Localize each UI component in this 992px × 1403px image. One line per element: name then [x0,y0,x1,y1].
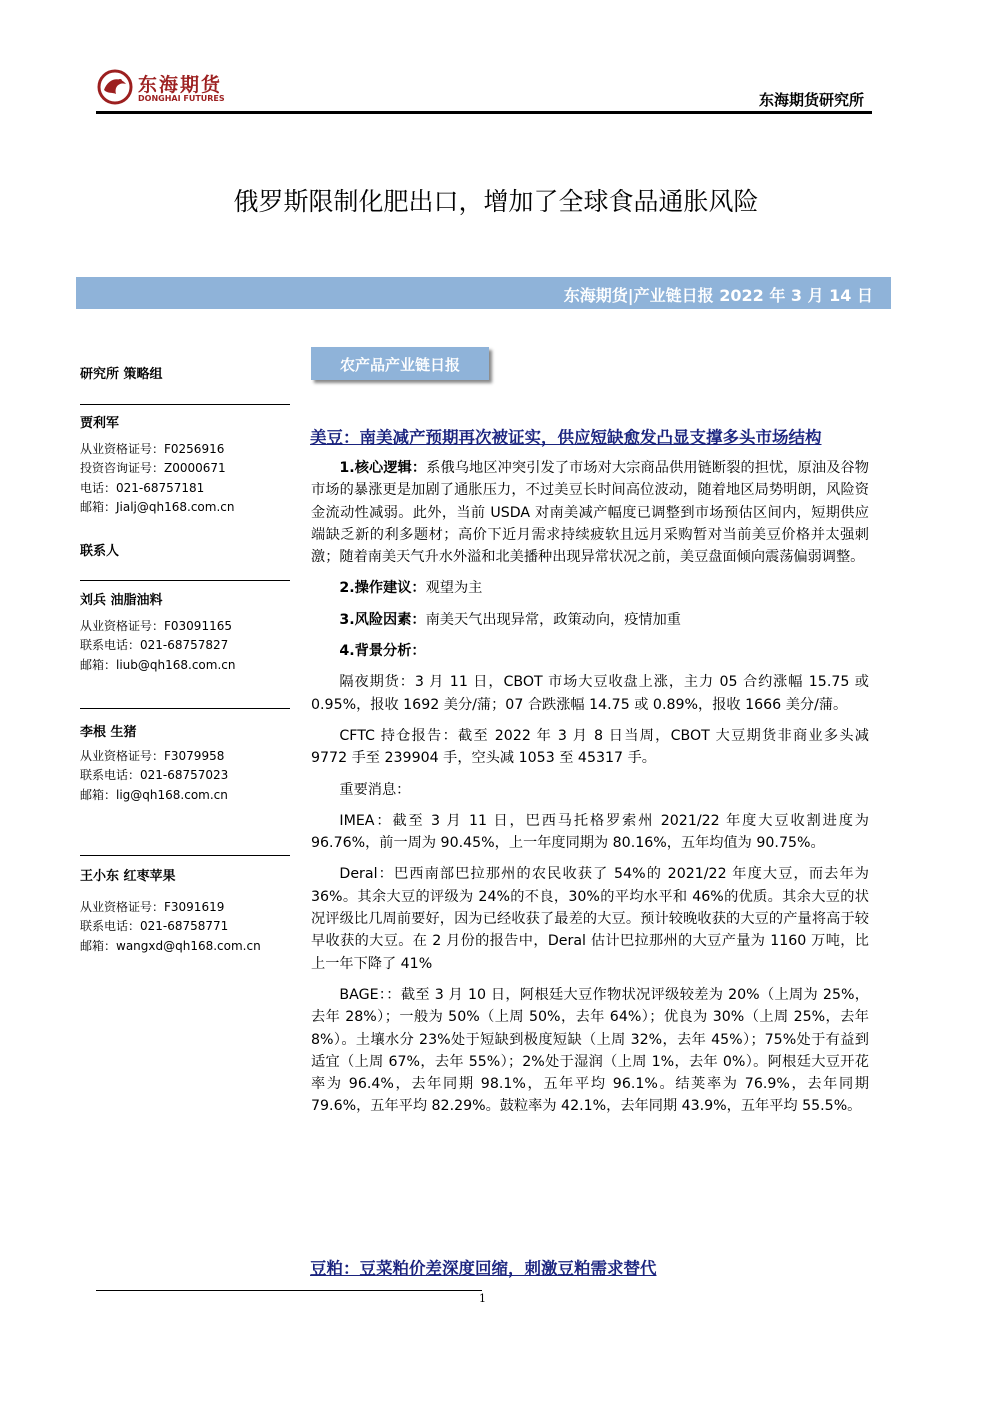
risk-text: 南美天气出现异常，政策动向，疫情加重 [425,611,681,628]
advice-text: 观望为主 [425,580,483,597]
contact-phone: 联系电话：021-68757827 [80,638,229,653]
logo-text-en: DONGHAI FUTURES [138,94,225,103]
contact-email: 邮箱：lig@qh168.com.cn [80,787,228,802]
section-tag-text: 农产品产业链日报 [339,356,460,374]
imea-paragraph: IMEA：截至 3 月 11 日，巴西马托格罗索州 2021/22 年度大豆收割进度为 96.76%，前一周为 90.45%，上一年度同期为 80.16%，五年均值为 90.75%。 [311,812,869,852]
section-heading-soybean: 美豆：南美减产预期再次被证实，供应短缺愈发凸显支撑多头市场结构 [310,428,822,447]
analyst-consult-license: 投资咨询证号：Z0000671 [80,461,226,476]
cftc-paragraph: CFTC 持仓报告：截至 2022 年 3 月 8 日当周，CBOT 大豆期货非商业多头减 9772 手至 239904 手，空头减 1053 至 45317 手。 [311,727,869,767]
sidebar-divider [80,580,290,581]
contact-license: 从业资格证号：F3091619 [80,899,225,914]
contact-license: 从业资格证号：F3079958 [80,748,225,763]
contact-name: 刘兵 油脂油料 [80,593,163,608]
sidebar-divider [80,404,290,405]
report-banner [76,277,891,309]
sidebar-divider [80,855,290,856]
analyst-email: 邮箱：Jialj@qh168.com.cn [80,500,235,515]
dragon-logo-icon [96,68,134,106]
deral-paragraph: Deral：巴西南部巴拉那州的农民收获了 54%的 2021/22 年度大豆，而去年为 36%。其余大豆的评级为 24%的不良，30%的平均水平和 46%的优质。其余大豆的状况评级比几周前要好，因为已经收获了最差的大豆。预计较晚收获的大豆的产量将高于较早收获的大豆。在 2 月份的报告中，Deral 估计巴拉那州的大豆产量为 1160 万吨，比上一年下降了 41% [311,866,869,972]
sidebar-group [80,365,290,385]
header-rule [96,111,872,114]
contact-email: 邮箱：liub@qh168.com.cn [80,657,236,672]
banner-text: 东海期货|产业链日报 2022 年 3 月 14 日 [563,286,873,305]
company-logo [96,66,236,108]
contacts-title: 联系人 [80,544,120,559]
sidebar-contact [80,723,290,805]
page-title: 俄罗斯限制化肥出口，增加了全球食品通胀风险 [233,187,759,216]
analyst-phone: 电话：021-68757181 [80,480,205,495]
background-paragraph [311,640,869,662]
sidebar-contact [80,867,290,956]
core-logic-paragraph [311,457,869,568]
analyst-license: 从业资格证号：F0256916 [80,441,225,456]
institute-label: 东海期货研究所 [758,91,864,109]
contact-phone: 联系电话：021-68758771 [80,919,229,934]
contact-name: 王小东 红枣苹果 [80,869,176,884]
soybean-body [311,457,869,1118]
risk-label: 3.风险因素： [339,611,426,628]
logo-text-cn: 东海期货 [138,74,223,96]
advice-paragraph [311,577,869,599]
risk-paragraph [311,609,869,631]
page-number: 1 [479,1292,486,1305]
sidebar-contacts [80,542,290,562]
overnight-futures-paragraph: 隔夜期货：3 月 11 日，CBOT 市场大豆收盘上涨，主力 05 合约涨幅 15.75 或 0.95%，报收 1692 美分/蒲；07 合跌涨幅 14.75 或 0.89%，报收 1666 美分/蒲。 [311,674,869,713]
core-logic-label: 1.核心逻辑： [339,460,427,476]
background-label: 4.背景分析： [339,643,426,660]
contact-phone: 联系电话：021-68757023 [80,768,229,783]
section-tag [311,347,489,380]
sidebar-group-title: 研究所 策略组 [80,367,163,382]
sidebar-contact [80,591,290,675]
contact-name: 李根 生猪 [80,725,137,740]
contact-license: 从业资格证号：F03091165 [80,618,232,633]
analyst-name: 贾利军 [80,416,120,431]
sidebar-lead-analyst [80,414,290,518]
footer-rule [96,1290,482,1291]
contact-email: 邮箱：wangxd@qh168.com.cn [80,938,261,953]
bage-paragraph: BAGE：：截至 3 月 10 日，阿根廷大豆作物状况评级较差为 20%（上周为 25%，去年 28%）；一般为 50%（上周 50%，去年 64%）；优良为 30%（上周 25%，去年 8%）。土壤水分 23%处于短缺到极度短缺（上周 32%，去年 45%）；75%处于有益到适宜（上周 67%，去年 55%）；2%处于湿润（上周 1%，去年 0%）。阿根廷大豆开花率为 96.4%，去年同期 98.1%，五年平均 96.1%。结荚率为 76.9%，去年同期 79.6%，五年平均 82.29%。鼓粒率为 42.1%，去年同期 43.9%，五年平均 55.5%。 [311,986,869,1115]
section-heading-soymeal: 豆粕：豆菜粕价差深度回缩，刺激豆粕需求替代 [310,1259,657,1278]
sidebar-divider [80,708,290,709]
advice-label: 2.操作建议： [339,580,426,597]
news-heading-paragraph: 重要消息： [339,781,411,798]
core-logic-text: 系俄乌地区冲突引发了市场对大宗商品供用链断裂的担忧，原油及谷物市场的暴涨更是加剧了通胀压力，不过美豆长时间高位波动，随着地区局势明朗，风险资金流动性减弱。此外，当前 USDA 对南美减产幅度已调整到市场预估区间内，短期供应端缺乏新的利多题材；高价下近月需求持续疲软且远月采购暂对当前美豆价格并太强刺激；随着南美天气升水外溢和北美播种出现异常状况之前，美豆盘面倾向震荡偏弱调整。 [311,460,869,566]
